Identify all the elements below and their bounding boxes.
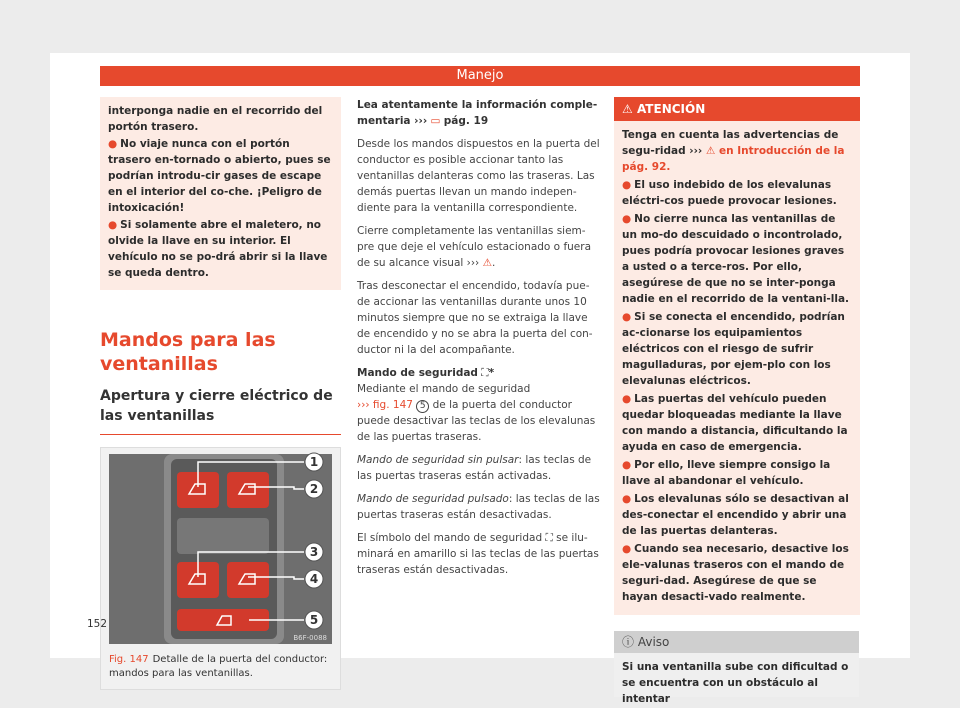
- section-title: Mandos para las ventanillas: [100, 329, 276, 375]
- paragraph: Mando de seguridad pulsado: las teclas de las puertas traseras están desactivadas.: [357, 493, 600, 521]
- number-circle-5: 5: [416, 400, 429, 413]
- window-controls-illustration: [109, 454, 332, 644]
- safety-heading: Mando de seguridad ⛶*: [357, 367, 495, 379]
- page-ref-link[interactable]: pág. 19: [443, 115, 489, 127]
- paragraph: Tras desconectar el encendido, todavía pue-de accionar las ventanillas durante unos 10 minutos siempre que no se extraiga la llave de encendido y no se abra la puerta del con-ductor ni la del acompañante.: [357, 280, 593, 356]
- lock-window-icon: ⛶: [545, 532, 553, 544]
- warning-item: interponga nadie en el recorrido del portón trasero.: [108, 105, 323, 133]
- page-header: [100, 66, 860, 86]
- figure-ref-link[interactable]: ››› fig. 147: [357, 399, 413, 411]
- attention-item: ● Si se conecta el encendido, podrían ac-cionarse los equipamientos eléctricos con el riesgo de sufrir magulladuras, por ejem-plo con los elevalunas eléctricos.: [622, 311, 845, 387]
- figure-code: B6F-0088: [293, 634, 327, 642]
- bullet-icon: ●: [108, 138, 118, 150]
- paragraph: El símbolo del mando de seguridad ⛶ se ilu-minará en amarillo si las teclas de las puertas traseras están desactivadas.: [357, 532, 599, 576]
- attention-header: ⚠ ATENCIÓN: [614, 97, 860, 121]
- callout-label: 2: [309, 482, 319, 496]
- info-icon: ⓘ: [622, 635, 635, 649]
- lock-window-icon: ⛶: [481, 367, 489, 379]
- figure-147: [100, 447, 341, 690]
- page-number: 152: [87, 618, 108, 630]
- callout-label: 3: [309, 545, 319, 559]
- callout-label: 1: [309, 455, 319, 469]
- attention-item: ● Por ello, lleve siempre consigo la llave al abandonar el vehículo.: [622, 459, 831, 487]
- callout-label: 4: [309, 572, 319, 586]
- bullet-icon: ●: [108, 219, 118, 231]
- warning-triangle-icon: ⚠: [705, 145, 716, 157]
- figure-caption: Fig. 147 Detalle de la puerta del conductor: mandos para las ventanillas.: [109, 654, 328, 679]
- attention-item: ● Las puertas del vehículo pueden quedar bloqueadas mediante la llave con mando a distancia, dificultando la ayuda en caso de emergencia.: [622, 393, 848, 453]
- warning-triangle-icon: ⚠: [482, 257, 493, 269]
- callout-label: 5: [309, 613, 319, 627]
- switch-front-right: [227, 472, 269, 508]
- attention-item: ● No cierre nunca las ventanillas de un mo-do descuidado o incontrolado, pues podría provocar lesiones graves a usted o a terce-ros. Por ello, asegúrese de que no se inter-ponga nadie en el recorrido de la ventani-lla.: [622, 213, 850, 305]
- paragraph: Cierre completamente las ventanillas siem-pre que deje el vehículo estacionado o fuera de su alcance visual ››› ⚠.: [357, 225, 592, 269]
- attention-item: ● Los elevalunas sólo se desactivan al des-conectar el encendido y abrir una de las puertas delanteras.: [622, 493, 849, 537]
- attention-intro: Tenga en cuenta las advertencias de segu-ridad ››› ⚠ en Introducción de la pág. 92.: [622, 129, 845, 173]
- subsection-title: Apertura y cierre eléctrico de las ventanillas: [100, 386, 341, 435]
- warning-triangle-icon: ⚠: [622, 102, 633, 116]
- attention-box: [614, 121, 860, 615]
- warning-item: ● No viaje nunca con el portón trasero en-tornado o abierto, pues se podrían introdu-cir gases de escape en el interior del co-che. ¡Peligro de intoxicación!: [108, 138, 331, 214]
- note-header: ⓘ Aviso: [614, 631, 859, 653]
- note-box: Si una ventanilla sube con dificultad o se encuentra con un obstáculo al intentar: [614, 653, 859, 697]
- paragraph: Mando de seguridad sin pulsar: las teclas de las puertas traseras están activadas.: [357, 454, 592, 482]
- header-title: Manejo: [456, 68, 504, 83]
- attention-item: ● Cuando sea necesario, desactive los ele-valunas traseros con el mando de seguri-dad. Asegúrese de que se hayan desacti-vado realmente.: [622, 543, 849, 603]
- right-column: [614, 97, 860, 705]
- paragraph: Mediante el mando de seguridad ››› fig. 147 5 de la puerta del conductor puede desactivar las teclas de los elevalunas de las puertas traseras.: [357, 383, 596, 443]
- paragraph: Desde los mandos dispuestos en la puerta del conductor es posible accionar tanto las ventanillas delanteras como las traseras. Las demás puertas llevan un mando indepen-diente para la ventanilla correspondiente.: [357, 138, 600, 214]
- middle-column: [357, 97, 601, 585]
- warning-item: ● Si solamente abre el maletero, no olvide la llave en su interior. El vehículo no se po-drá abrir si la llave se queda dentro.: [108, 219, 328, 279]
- warning-continuation-box: [100, 97, 341, 290]
- attention-item: ● El uso indebido de los elevalunas eléctri-cos puede provocar lesiones.: [622, 179, 837, 207]
- left-column: [100, 97, 341, 690]
- switch-rear-right: [227, 562, 269, 598]
- intro-paragraph: Lea atentamente la información comple-mentaria ››› ▭ pág. 19: [357, 99, 598, 127]
- book-icon: ▭: [430, 115, 441, 127]
